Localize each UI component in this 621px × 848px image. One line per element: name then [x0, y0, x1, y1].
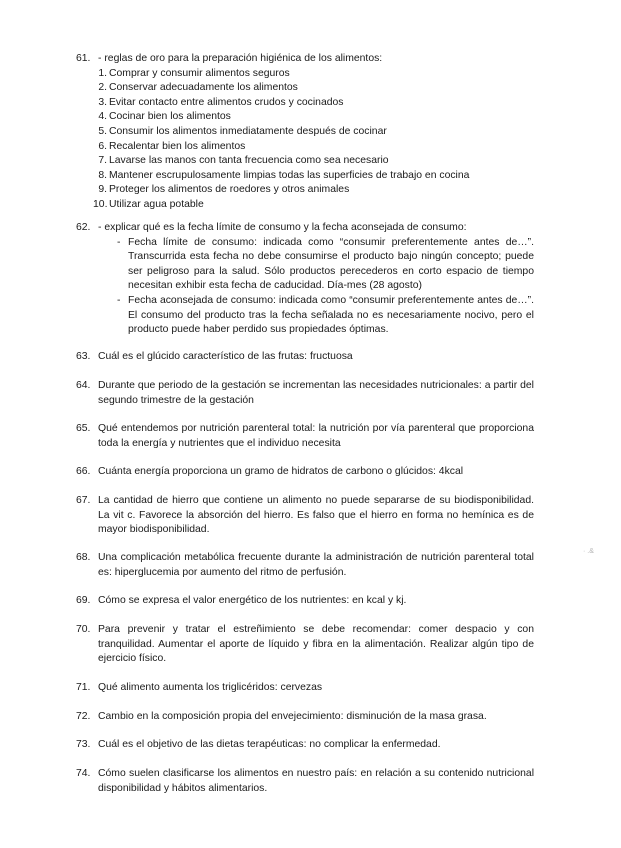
question-62: [76, 221, 534, 338]
list-item: 7 . Lavarse las manos con tanta frecuencia como sea necesario: [76, 154, 534, 169]
bullet-text: Fecha aconsejada de consumo: indicada como “consumir preferentemente antes de…”. El consumo del producto tras la fecha señalada no es necesariamente nocivo, pero el producto puede haber perdido sus propiedades óptimas.: [128, 294, 534, 336]
question-number: 69.: [76, 595, 91, 606]
question-65: [76, 422, 534, 451]
question-64: [76, 379, 534, 408]
bullet-item: [98, 236, 534, 294]
question-number: 67.: [76, 495, 91, 506]
question-number: 64.: [76, 380, 91, 391]
list-item: 2 . Conservar adecuadamente los alimentos: [76, 81, 534, 96]
question-text: - explicar qué es la fecha límite de consumo y la fecha aconsejada de consumo:: [98, 222, 467, 233]
question-number: 73.: [76, 739, 91, 750]
question-69: [76, 594, 534, 609]
question-number: 72.: [76, 711, 91, 722]
question-number: 61.: [76, 53, 91, 64]
list-item: 6 . Recalentar bien los alimentos: [76, 140, 534, 155]
list-item: 9 . Proteger los alimentos de roedores y otros animales: [76, 183, 534, 198]
question-73: [76, 738, 534, 753]
question-number: 65.: [76, 423, 91, 434]
dash-bullet: -: [117, 236, 121, 248]
question-text: Qué entendemos por nutrición parenteral total: la nutrición por vía parenteral que proporciona toda la energía y nutrientes que el individuo necesita: [98, 423, 534, 449]
question-text: Cómo suelen clasificarse los alimentos en nuestro país: en relación a su contenido nutricional disponibilidad y hábitos alimentarios.: [98, 768, 534, 794]
question-text: Cómo se expresa el valor energético de los nutrientes: en kcal y kj.: [98, 595, 407, 606]
question-text: Qué alimento aumenta los triglicéridos: cervezas: [98, 682, 323, 693]
list-item: 3 . Evitar contacto entre alimentos crudos y cocinados: [76, 96, 534, 111]
dash-bullet: -: [117, 294, 121, 306]
question-number: 74.: [76, 768, 91, 779]
question-72: [76, 710, 534, 725]
list-item: 8 . Mantener escrupulosamente limpias todas las superficies de trabajo en cocina: [76, 169, 534, 184]
numbered-list: [76, 67, 534, 213]
question-63: [76, 350, 534, 365]
list-item: 1 . Comprar y consumir alimentos seguros: [76, 67, 534, 82]
question-number: 66.: [76, 466, 91, 477]
question-66: [76, 465, 534, 480]
question-71: [76, 681, 534, 696]
question-70: [76, 623, 534, 667]
bullet-text: Fecha límite de consumo: indicada como “consumir preferentemente antes de…”. Transcurrida esta fecha no debe consumirse el producto bajo ningún concepto; puede ser peligroso para la salud. Sólo productos perecederos en corto espacio de tiempo necesitan exhibir esta fecha de caducidad. Día-mes (28 agosto): [128, 236, 534, 292]
question-text: Una complicación metabólica frecuente durante la administración de nutrición parenteral total es: hiperglucemia por aumento del ritmo de perfusión.: [98, 552, 534, 578]
question-number: 62.: [76, 222, 91, 233]
list-item: 10 . Utilizar agua potable: [76, 198, 534, 213]
question-text: - reglas de oro para la preparación higiénica de los alimentos:: [98, 53, 383, 64]
question-text: La cantidad de hierro que contiene un alimento no puede separarse de su biodisponibilidad. La vit c. Favorece la absorción del hierro. Es falso que el hierro en forma no hemínica es de mayor biodisponibilidad.: [98, 495, 534, 536]
question-text: Cuánta energía proporciona un gramo de hidratos de carbono o glúcidos: 4kcal: [98, 466, 464, 477]
question-68: [76, 551, 534, 580]
question-text: Cuál es el objetivo de las dietas terapéuticas: no complicar la enfermedad.: [98, 739, 441, 750]
question-number: 71.: [76, 682, 91, 693]
question-text: Durante que periodo de la gestación se incrementan las necesidades nutricionales: a partir del segundo trimestre de la gestación: [98, 380, 534, 406]
question-61: [76, 52, 534, 213]
list-item: 5 . Consumir los alimentos inmediatamente después de cocinar: [76, 125, 534, 140]
margin-mark: · .&: [583, 548, 594, 555]
question-text: Cuál es el glúcido característico de las frutas: fructuosa: [98, 351, 353, 362]
list-item: 4 . Cocinar bien los alimentos: [76, 110, 534, 125]
question-67: [76, 494, 534, 538]
bullet-item: [98, 294, 534, 338]
question-number: 63.: [76, 351, 91, 362]
question-number: 68.: [76, 552, 91, 563]
question-74: [76, 767, 534, 796]
question-text: Para prevenir y tratar el estreñimiento se debe recomendar: comer despacio y con tranquilidad. Aumentar el aporte de líquido y fibra en la alimentación. Realizar algún tipo de ejercicio físico.: [98, 624, 534, 665]
question-text: Cambio en la composición propia del envejecimiento: disminución de la masa grasa.: [98, 711, 487, 722]
question-number: 70.: [76, 624, 91, 635]
